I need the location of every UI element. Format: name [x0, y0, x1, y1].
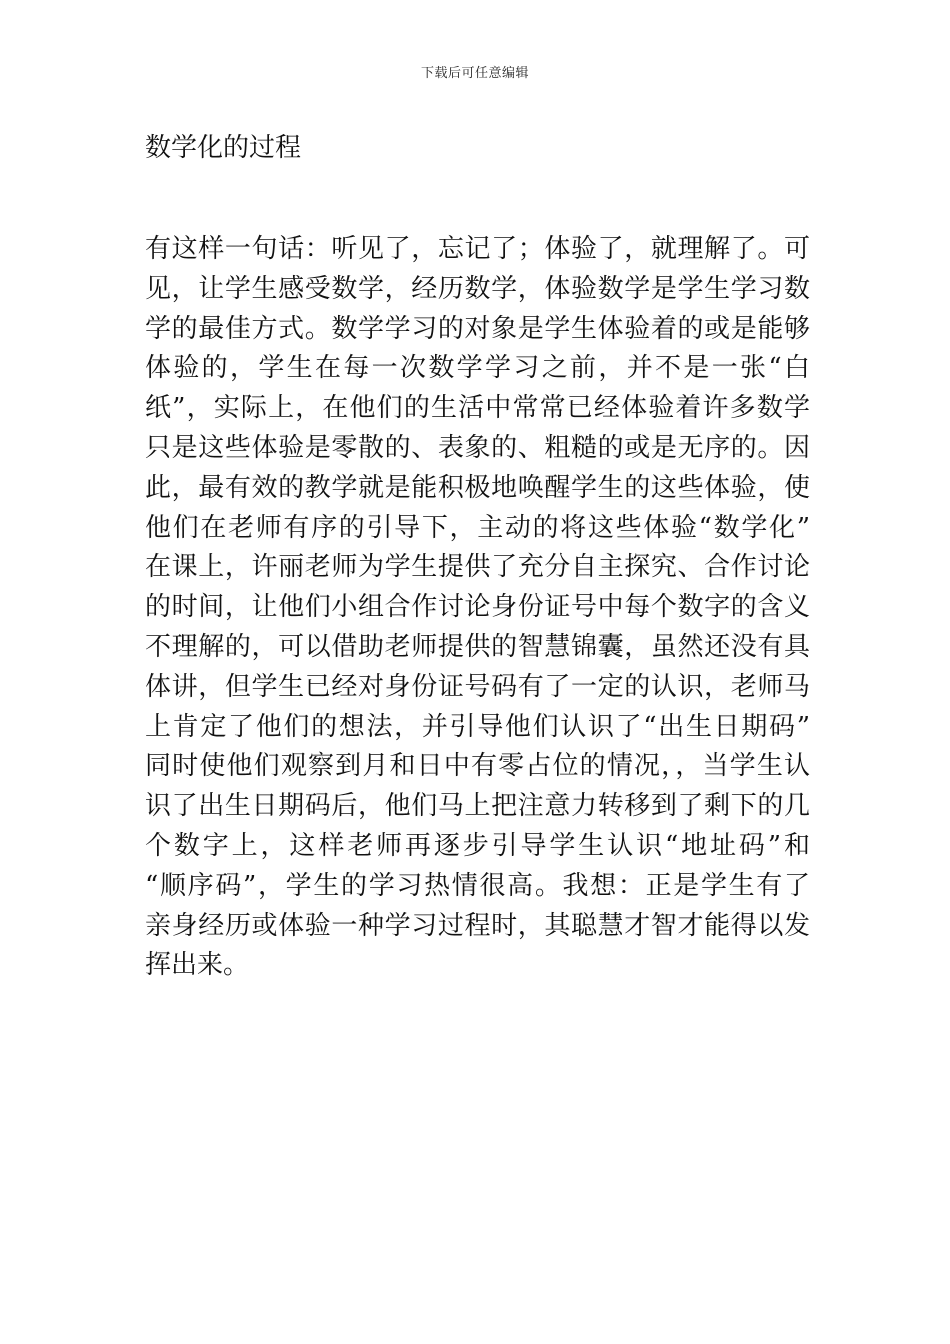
document-title: 数学化的过程: [145, 133, 302, 163]
body-line-9: 在课上，许丽老师为学生提供了充分自主探究、合作讨论: [145, 552, 810, 583]
body-line-16: 个数字上，这样老师再逐步引导学生认识“地址码”和: [145, 830, 810, 861]
body-line-8: 他们在老师有序的引导下，主动的将这些体验“数学化”: [145, 512, 810, 543]
body-line-1: 有这样一句话：听见了，忘记了；体验了，就理解了。可: [145, 234, 810, 264]
body-line-18: 亲身经历或体验一种学习过程时，其聪慧才智才能得以发: [145, 910, 810, 941]
body-line-19: 挥出来。: [145, 950, 250, 981]
body-line-13: 上肯定了他们的想法，并引导他们认识了“出生日期码”: [145, 711, 810, 742]
body-line-15: 识了出生日期码后，他们马上把注意力转移到了剩下的几: [145, 791, 810, 822]
body-line-12: 体讲，但学生已经对身份证号码有了一定的认识，老师马: [145, 671, 810, 702]
body-line-5: 纸”，实际上，在他们的生活中常常已经体验着许多数学: [145, 393, 810, 424]
body-line-2: 见，让学生感受数学，经历数学，体验数学是学生学习数: [145, 273, 810, 304]
body-line-7: 此，最有效的教学就是能积极地唤醒学生的这些体验，使: [145, 472, 810, 503]
header-note: 下载后可任意编辑: [420, 66, 529, 81]
body-line-3: 学的最佳方式。数学学习的对象是学生体验着的或是能够: [145, 313, 810, 344]
body-line-4: 体验的，学生在每一次数学学习之前，并不是一张“白: [145, 353, 810, 384]
body-paragraph: [145, 230, 810, 986]
body-line-14: 同时使他们观察到月和日中有零占位的情况，，当学生认: [145, 751, 810, 782]
body-line-6: 只是这些体验是零散的、表象的、粗糙的或是无序的。因: [145, 432, 810, 463]
body-line-17: “顺序码”，学生的学习热情很高。我想：正是学生有了: [145, 870, 810, 901]
body-line-10: 的时间，让他们小组合作讨论身份证号中每个数字的含义: [145, 592, 810, 623]
body-line-11: 不理解的，可以借助老师提供的智慧锦囊，虽然还没有具: [145, 631, 810, 662]
